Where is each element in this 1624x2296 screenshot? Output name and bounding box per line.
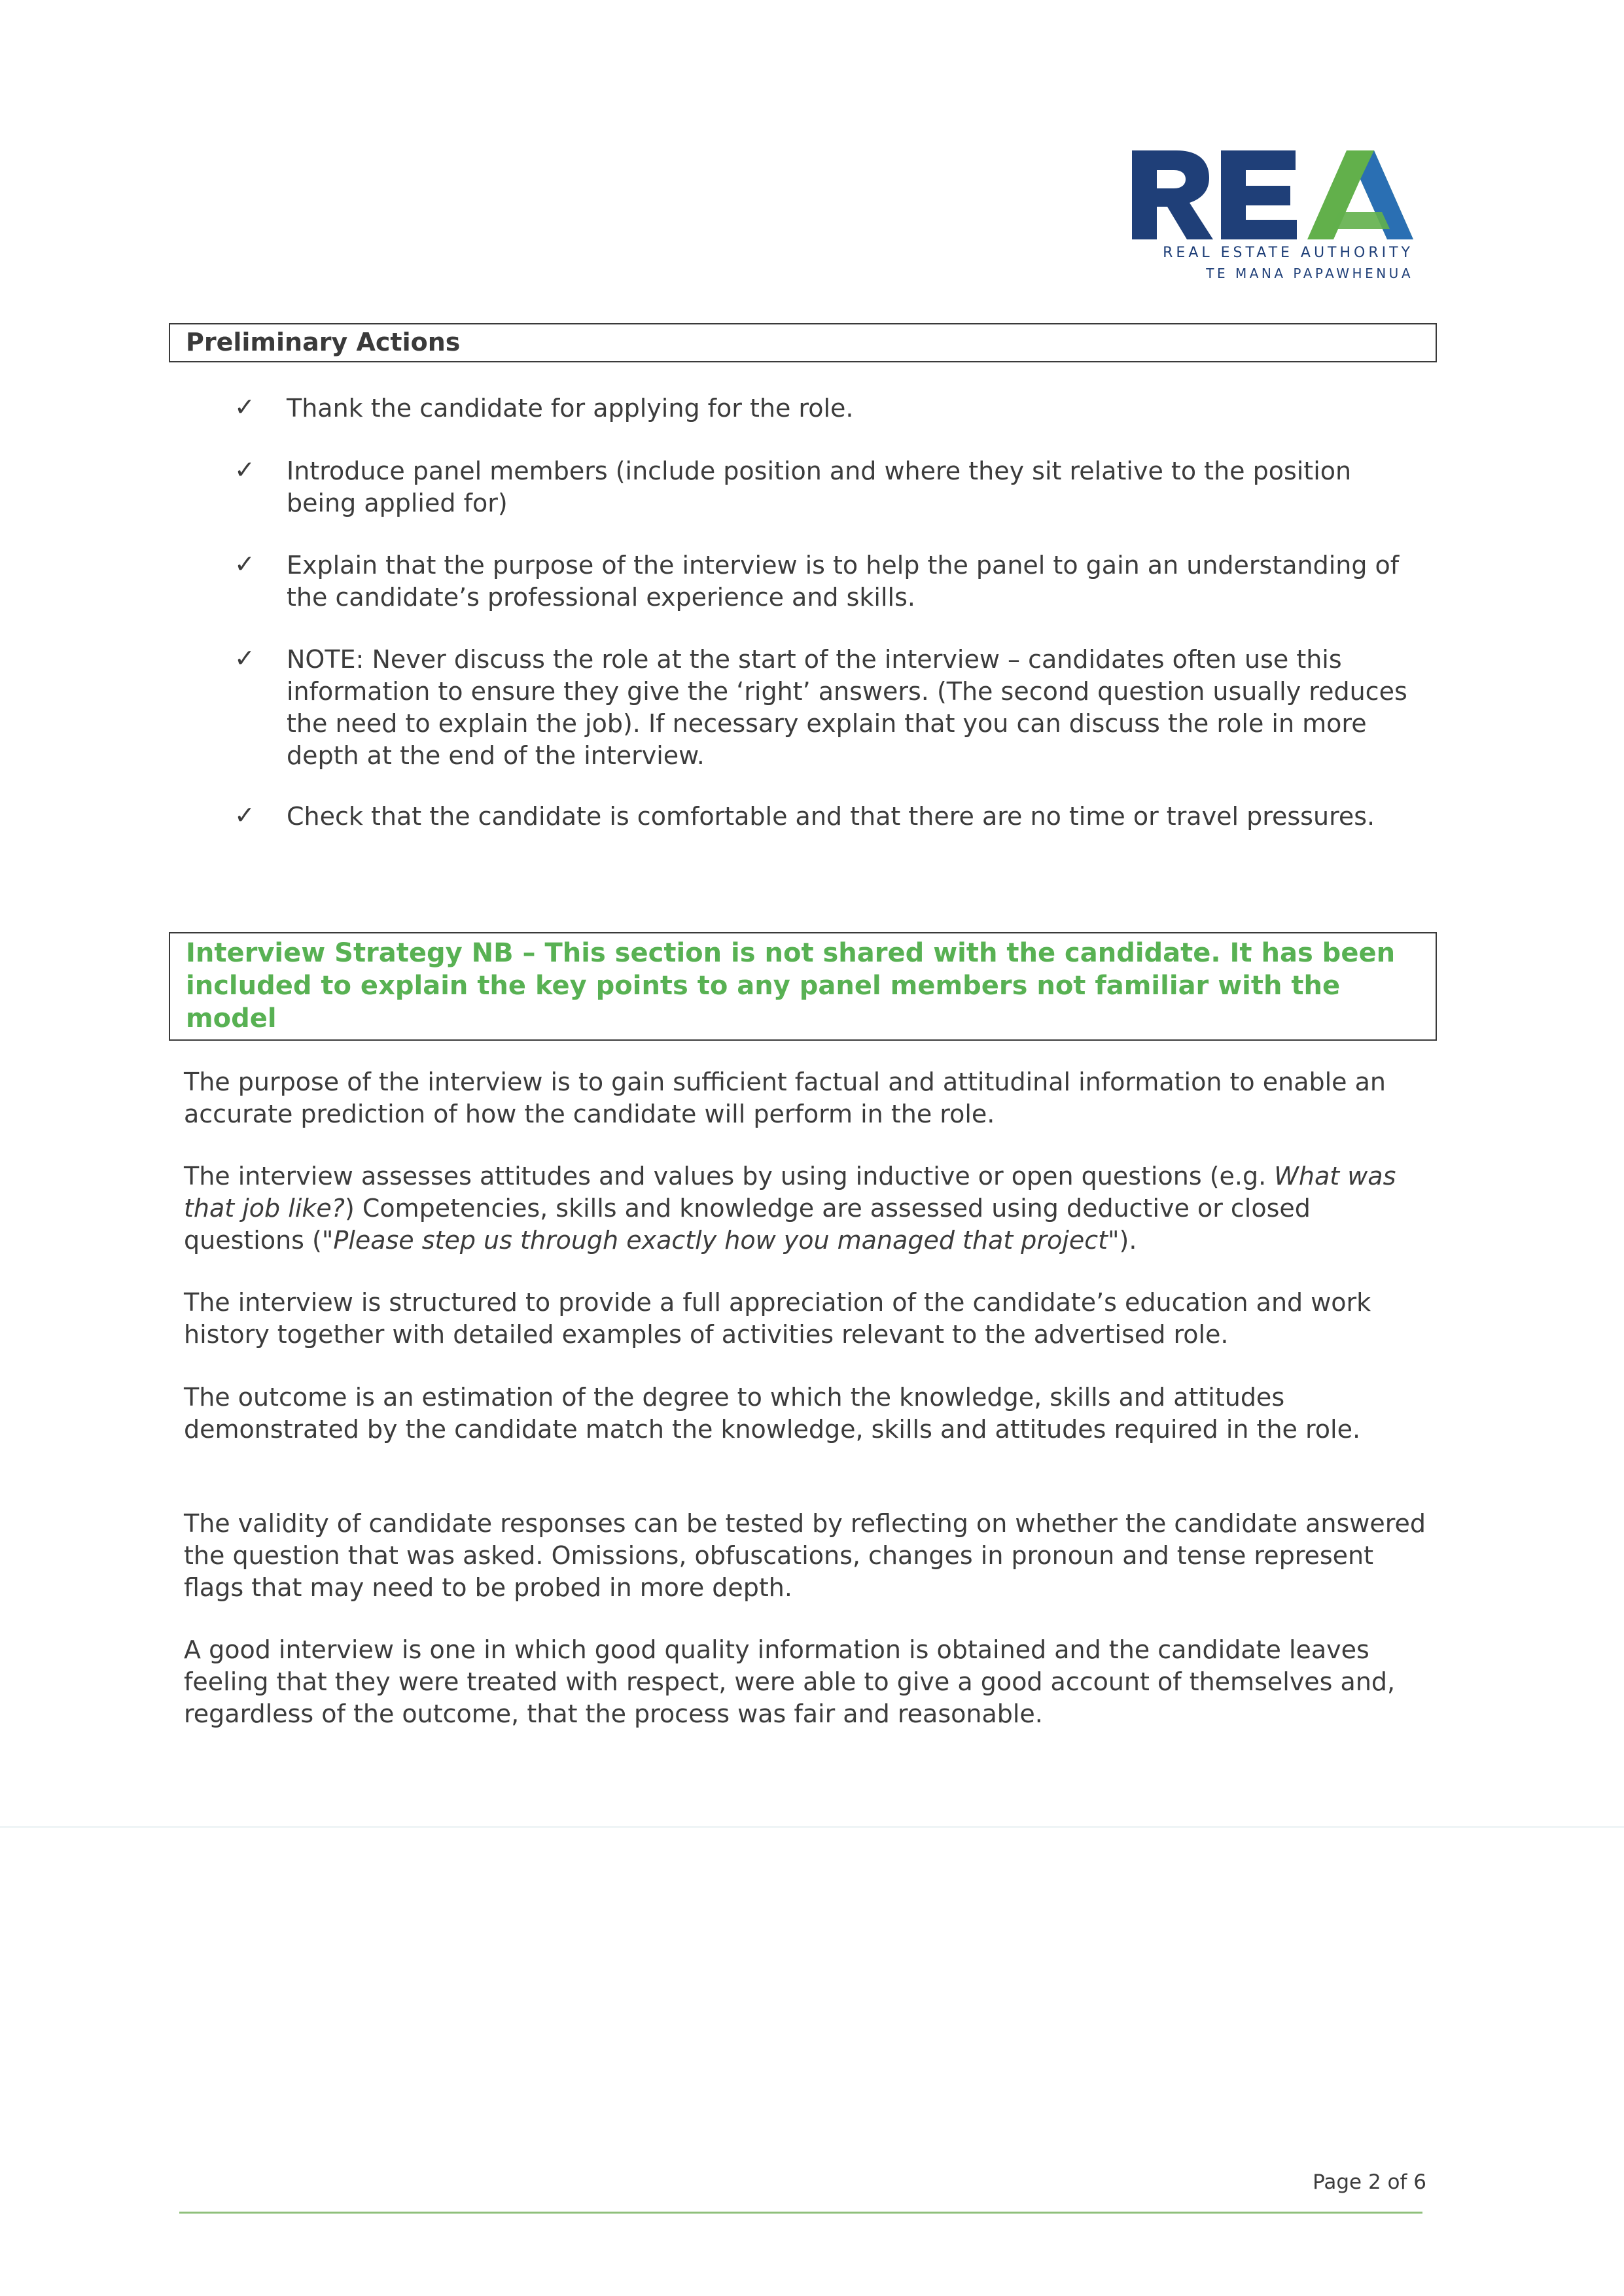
strategy-paragraph-purpose: The purpose of the interview is to gain sufficient factual and attitudinal information to enable an accurate prediction of how the candidate will perform in the role.: [184, 1068, 1386, 1128]
checklist-item-text: NOTE: Never discuss the role at the start of the interview – candidates often use this information to ensure they give the ‘right’ answers. (The second question usually reduces the need to explain the job). If necessary explain that you can discuss the role in more depth at the end of the interview.: [287, 645, 1407, 770]
strategy-paragraph-assessment: [184, 1160, 1427, 1257]
footer-rule: [179, 2212, 1422, 2214]
p2-text-e: ).: [1119, 1226, 1137, 1255]
preliminary-actions-heading: [169, 323, 1437, 362]
checklist-item-text: Explain that the purpose of the interview is to help the panel to gain an understanding of the candidate’s professional experience and skills.: [287, 551, 1400, 612]
checkmark-icon: ✓: [234, 549, 255, 578]
page-number: Page 2 of 6: [1313, 2170, 1426, 2194]
preliminary-heading-text: Preliminary Actions: [186, 328, 461, 357]
rea-wordmark-icon: [1131, 147, 1413, 241]
p2-text-a: The interview assesses attitudes and values by using inductive or open questions (e.g.: [184, 1162, 1275, 1191]
checkmark-icon: ✓: [234, 392, 255, 421]
checklist-item-text: Thank the candidate for applying for the role.: [287, 394, 854, 423]
logo-tagline: REAL ESTATE AUTHORITY: [1163, 245, 1413, 261]
checklist-item-text: Check that the candidate is comfortable and that there are no time or travel pressures.: [287, 802, 1375, 831]
strategy-heading-text: Interview Strategy NB – This section is not shared with the candidate. It has been included to explain the key points to any panel members not familiar with the model: [186, 938, 1396, 1034]
strategy-paragraph-structure: The interview is structured to provide a full appreciation of the candidate’s education and work history together with detailed examples of activities relevant to the advertised role.: [184, 1288, 1371, 1349]
strategy-paragraph-good-interview: A good interview is one in which good quality information is obtained and the candidate leaves feeling that they were treated with respect, were able to give a good account of themselves and, regardless of the outcome, that the process was fair and reasonable.: [184, 1635, 1396, 1728]
rea-logo: [1131, 147, 1413, 284]
p2-italic-example: What was that job like?: [184, 1162, 1396, 1223]
p2-italic-quote: "Please step us through exactly how you managed that project": [321, 1226, 1120, 1255]
checklist-item-text: Introduce panel members (include position and where they sit relative to the position being applied for): [287, 457, 1352, 517]
logo-subtagline: TE MANA PAPAWHENUA: [1206, 266, 1413, 281]
p2-text-c: ) Competencies, skills and knowledge are assessed using deductive or closed questions (: [184, 1194, 1311, 1255]
checkmark-icon: ✓: [234, 801, 255, 829]
checkmark-icon: ✓: [234, 455, 255, 484]
strategy-paragraph-outcome: The outcome is an estimation of the degree to which the knowledge, skills and attitudes demonstrated by the candidate match the knowledge, skills and attitudes required in the role.: [184, 1383, 1361, 1444]
interview-strategy-heading: [169, 932, 1437, 1041]
scan-divider: [0, 1826, 1624, 1828]
checkmark-icon: ✓: [234, 644, 255, 672]
strategy-paragraph-validity: The validity of candidate responses can be tested by reflecting on whether the candidate answered the question that was asked. Omissions, obfuscations, changes in pronoun and tense represent flags that may need to be probed in more depth.: [184, 1509, 1426, 1602]
